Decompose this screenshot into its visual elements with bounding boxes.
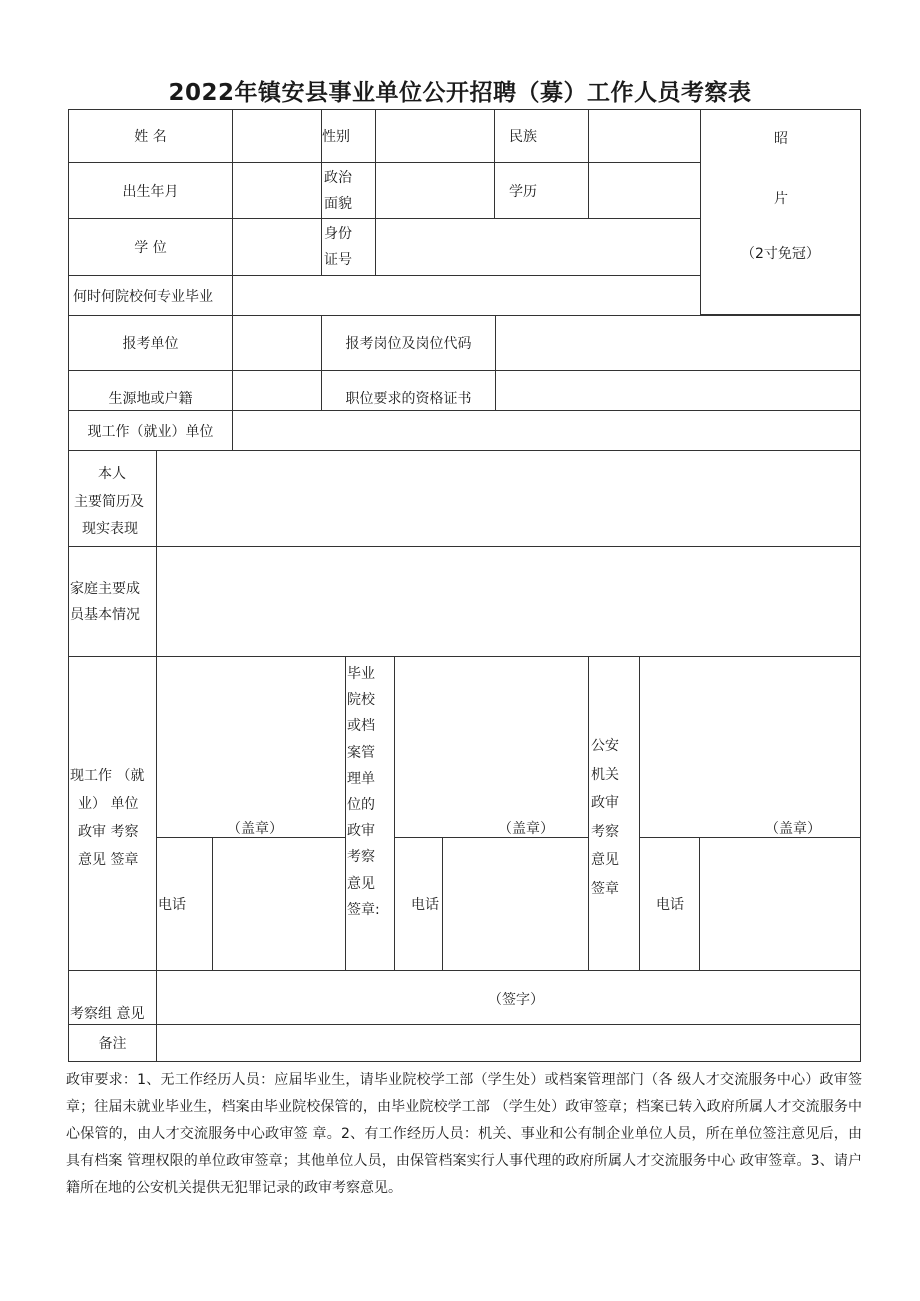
label-political-line2: 面貌 xyxy=(324,195,352,212)
school-phone-label: 电话 xyxy=(411,897,439,913)
birth-field[interactable] xyxy=(232,162,322,219)
review-requirements-notes: 政审要求：1、无工作经历人员：应届毕业生，请毕业院校学工部（学生处）或档案管理部门（各 级人才交流服务中心）政审签章；往届未就业毕业生，档案由毕业院校保管的，由毕业院校学工部 （学生处）政审签章；档案已转入政府所属人才交流服务中心保管的，由人才交流服务中心政审签 章。2、有工作经历人员：机关、事业和公有制企业单位人员，所在单位签注意见后，由具有档案 管理权限的单位政审签章；其他单位人员，由保管档案实行人事代理的政府所属人才交流服务中心 政审签章。3、请户籍所在地的公安机关提供无犯罪记录的政审考察意见。 xyxy=(66,1072,862,1196)
label-political xyxy=(321,162,376,219)
name-field[interactable] xyxy=(232,109,322,163)
label-work-review-line1: 现工作 （就 xyxy=(70,768,145,784)
degree-field[interactable] xyxy=(232,218,322,276)
school-review-char: 位的 xyxy=(347,797,375,814)
resume-field[interactable] xyxy=(156,450,861,547)
school-review-char: 院校 xyxy=(347,692,375,709)
label-police-phone xyxy=(639,837,700,971)
apply-post-field[interactable] xyxy=(495,315,861,371)
work-unit-seal-label: （盖章） xyxy=(227,821,283,837)
label-ethnicity: 民族 xyxy=(494,109,589,163)
school-review-char: 理单 xyxy=(347,770,375,787)
label-birth: 出生年月 xyxy=(68,162,233,219)
label-resume xyxy=(68,450,157,547)
work-unit-seal-area[interactable] xyxy=(156,656,346,838)
label-police-review xyxy=(588,656,640,971)
gender-field[interactable] xyxy=(375,109,495,163)
label-work-review-line3: 政审 考察 xyxy=(78,824,139,840)
label-apply-unit: 报考单位 xyxy=(68,315,233,371)
label-id xyxy=(321,218,376,276)
label-current-work: 现工作（就业）单位 xyxy=(68,410,233,451)
police-review-char: 政审 xyxy=(591,795,619,811)
school-review-char: 或档 xyxy=(347,718,375,735)
police-review-text xyxy=(591,732,619,903)
label-origin: 生源地或户籍 xyxy=(68,370,233,411)
label-family-line1: 家庭主要成 xyxy=(70,580,140,597)
police-seal-label: （盖章） xyxy=(765,821,821,837)
label-remarks: 备注 xyxy=(68,1024,157,1062)
police-phone-label: 电话 xyxy=(656,897,684,913)
sign-label: （签字） xyxy=(488,992,544,1008)
label-certificate: 职位要求的资格证书 xyxy=(321,370,496,411)
label-school-review xyxy=(345,656,395,971)
label-degree: 学 位 xyxy=(68,218,233,276)
id-number-field[interactable] xyxy=(375,218,701,276)
remarks-field[interactable] xyxy=(156,1024,861,1062)
ethnicity-field[interactable] xyxy=(588,109,701,163)
police-phone-field[interactable] xyxy=(699,837,861,971)
police-review-char: 签章 xyxy=(591,880,619,897)
label-graduated: 何时何院校何专业毕业 xyxy=(68,275,233,316)
photo-label-2: 片 xyxy=(774,191,788,207)
label-resume-line3: 现实表现 xyxy=(82,521,138,537)
label-work-review-line2: 业） 单位 xyxy=(78,796,139,812)
work-unit-phone-field[interactable] xyxy=(212,837,346,971)
school-seal-label: （盖章） xyxy=(498,821,554,837)
label-work-review-line4: 意见 签章 xyxy=(78,852,139,868)
label-work-review xyxy=(68,656,157,971)
label-resume-line2: 主要简历及 xyxy=(74,494,144,510)
label-family xyxy=(68,546,157,657)
school-review-text xyxy=(347,661,380,923)
label-work-unit-phone xyxy=(156,837,213,971)
police-review-char: 考察 xyxy=(591,823,619,840)
label-political-line1: 政治 xyxy=(324,169,352,186)
team-opinion-label: 考察组 意见 xyxy=(70,1006,145,1022)
political-field[interactable] xyxy=(375,162,495,219)
label-id-line2: 证号 xyxy=(324,252,352,268)
family-field[interactable] xyxy=(156,546,861,657)
current-work-field[interactable] xyxy=(232,410,861,451)
school-review-char: 政审 xyxy=(347,823,375,840)
school-review-char: 案管 xyxy=(347,744,375,761)
police-seal-area[interactable] xyxy=(639,656,861,838)
label-family-line2: 员基本情况 xyxy=(70,606,140,623)
police-review-char: 公安 xyxy=(591,738,619,754)
team-opinion-field[interactable] xyxy=(156,970,861,1025)
apply-unit-field[interactable] xyxy=(232,315,322,371)
work-unit-phone-label: 电话 xyxy=(158,897,186,913)
form-title: 2022年镇安县事业单位公开招聘（募）工作人员考察表 xyxy=(168,80,752,106)
photo-size-note: （2寸免冠） xyxy=(741,246,820,262)
label-team-opinion xyxy=(68,970,157,1025)
label-resume-line1: 本人 xyxy=(98,466,126,482)
school-seal-area[interactable] xyxy=(394,656,589,838)
label-gender: 性别 xyxy=(321,109,376,163)
police-review-char: 意见 xyxy=(591,852,619,868)
photo-box[interactable] xyxy=(700,109,861,315)
school-phone-field[interactable] xyxy=(442,837,589,971)
police-review-char: 机关 xyxy=(591,766,619,783)
school-review-char: 签章: xyxy=(347,901,380,918)
graduated-field[interactable] xyxy=(232,275,701,316)
school-review-char: 意见 xyxy=(347,875,375,892)
label-education: 学历 xyxy=(494,162,589,219)
photo-label-1: 昭 xyxy=(774,131,788,147)
label-school-phone xyxy=(394,837,443,971)
label-id-line1: 身份 xyxy=(324,226,352,242)
school-review-char: 考察 xyxy=(347,849,375,866)
education-field[interactable] xyxy=(588,162,701,219)
origin-field[interactable] xyxy=(232,370,322,411)
school-review-char: 毕业 xyxy=(347,666,375,682)
certificate-field[interactable] xyxy=(495,370,861,411)
inspection-form xyxy=(68,109,861,1062)
label-name: 姓 名 xyxy=(68,109,233,163)
label-apply-post: 报考岗位及岗位代码 xyxy=(321,315,496,371)
